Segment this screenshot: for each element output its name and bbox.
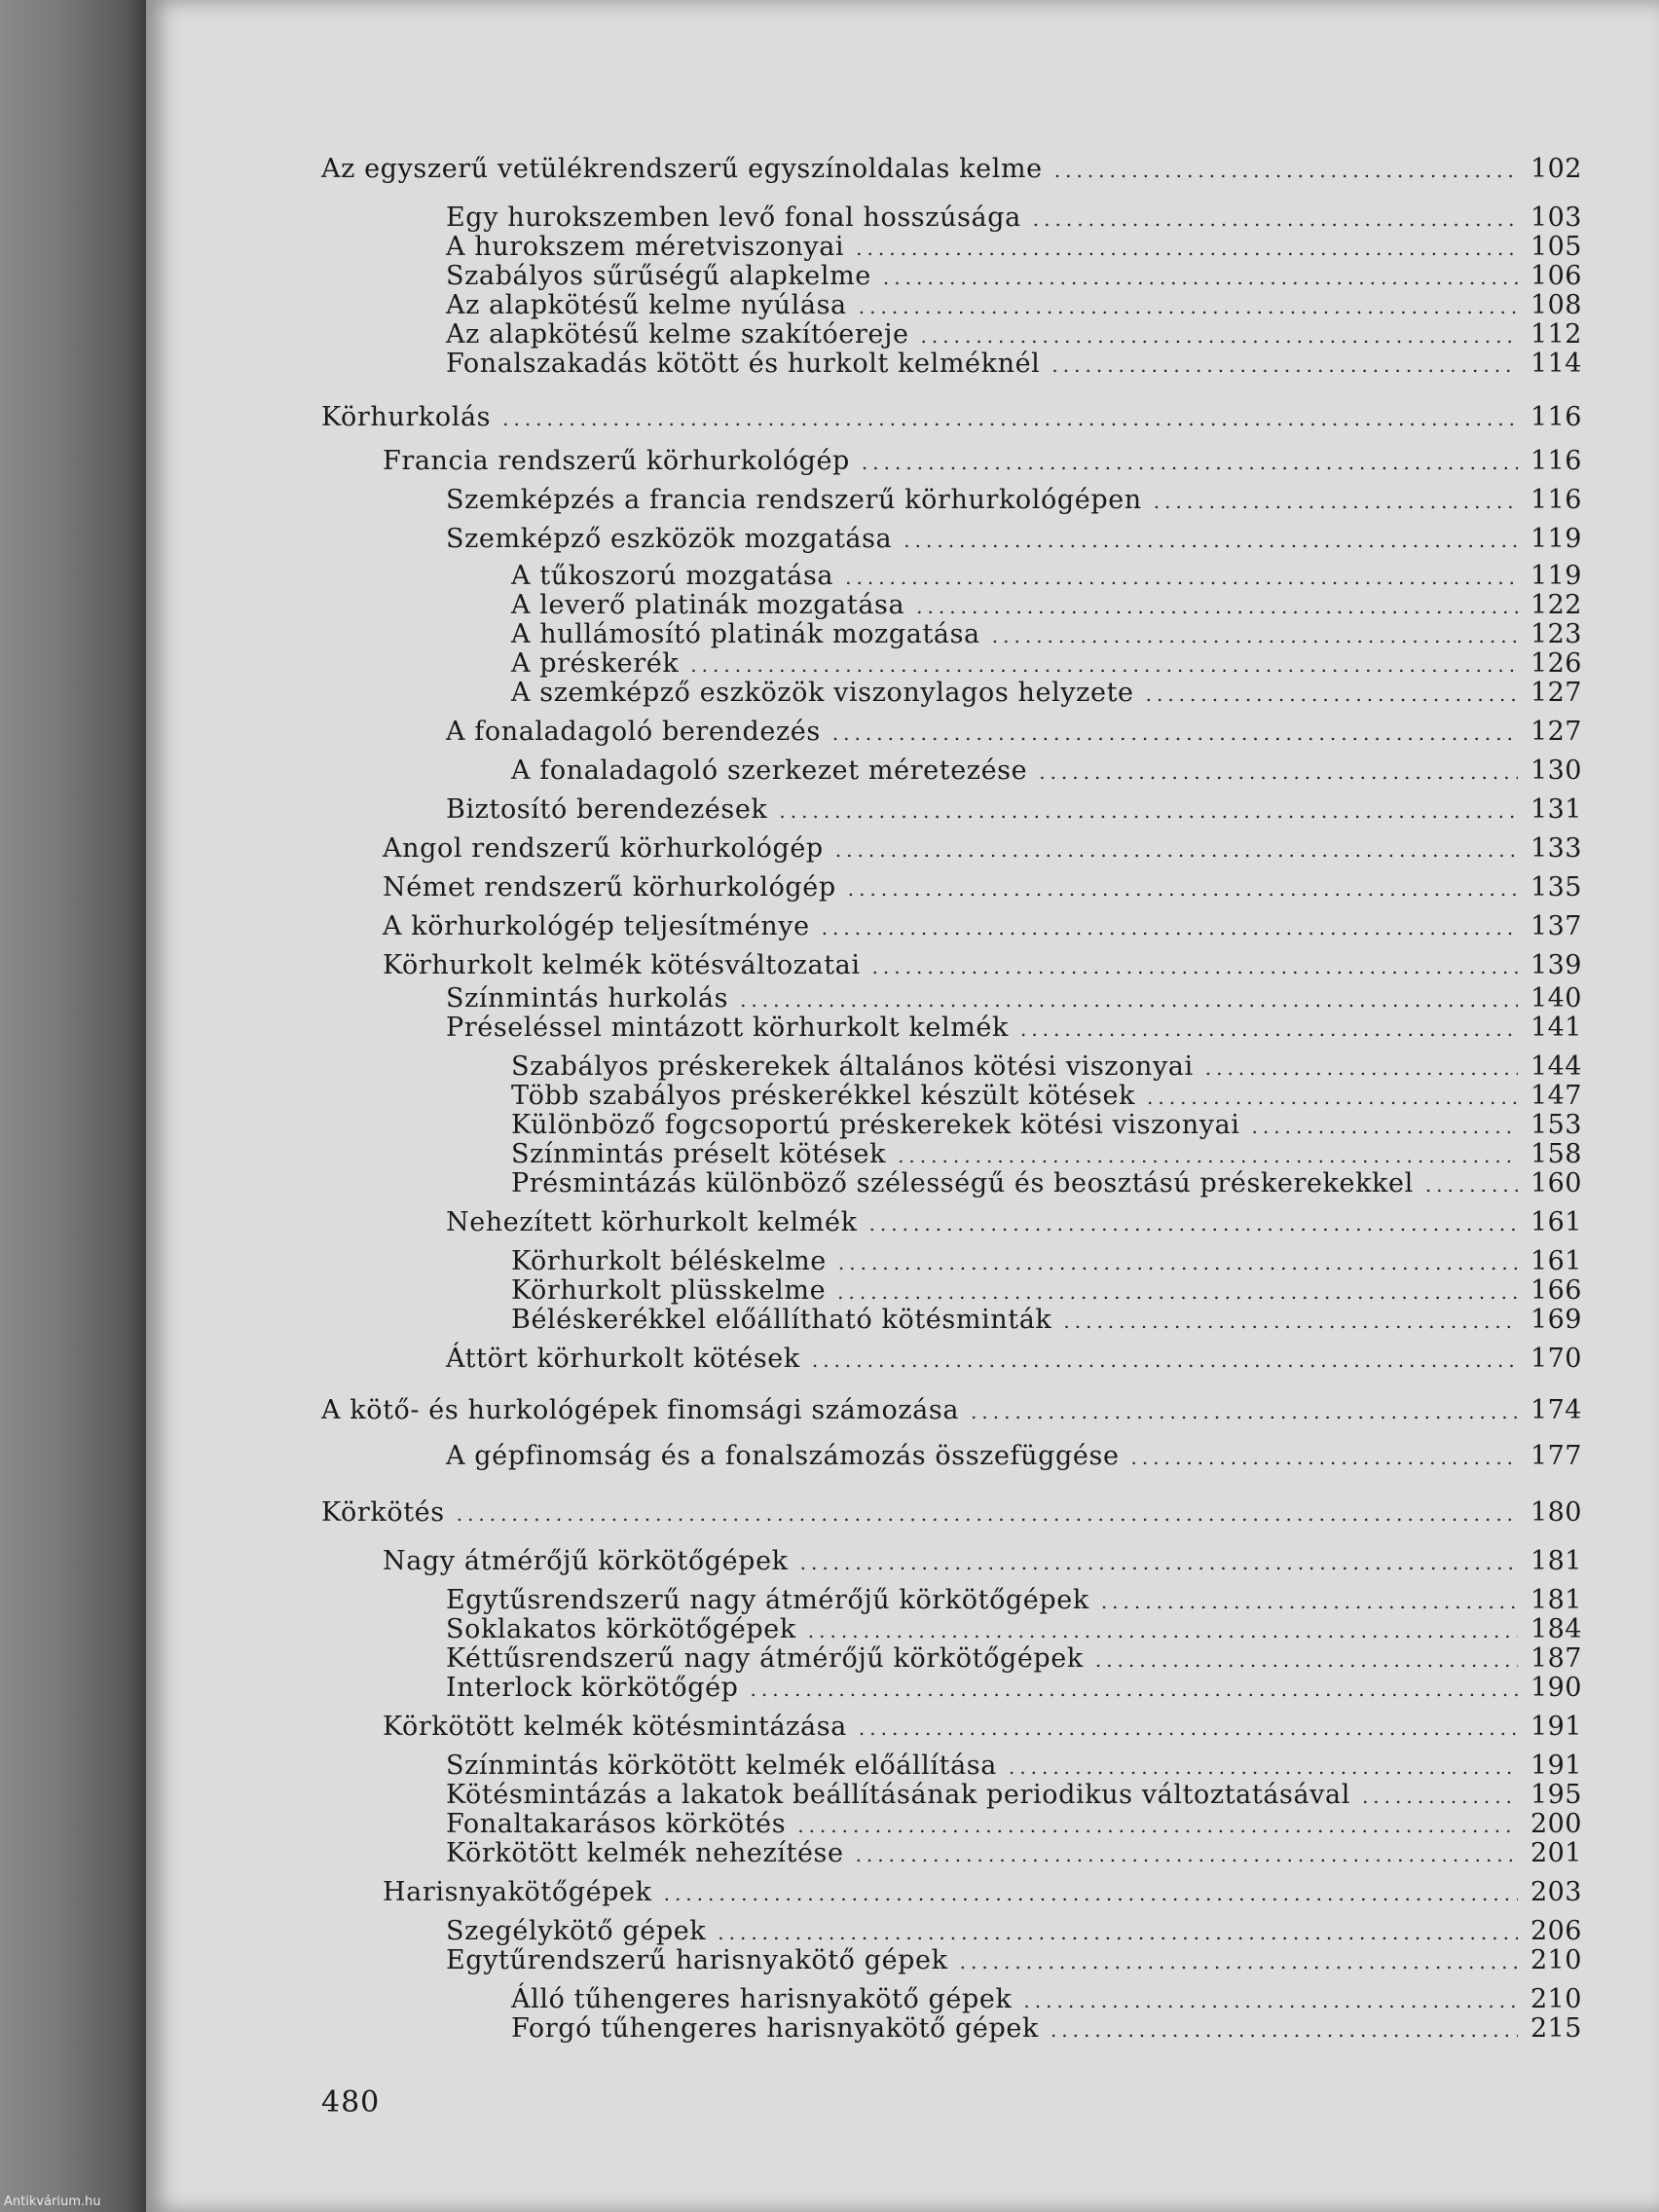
toc-entry-title: Egy hurokszemben levő fonal hosszúsága	[446, 203, 1021, 233]
toc-entry-page: 161	[1530, 1246, 1582, 1276]
toc-entry-page: 135	[1530, 872, 1582, 903]
dot-leader	[664, 1884, 1518, 1903]
toc-entry	[321, 1397, 1582, 1423]
dot-leader	[1362, 1787, 1518, 1806]
dot-leader	[992, 626, 1518, 645]
toc-entry	[446, 1782, 1582, 1808]
toc-entry-title: Kéttűsrendszerű nagy átmérőjű körkötőgépek	[446, 1643, 1084, 1674]
toc-entry-page: 106	[1530, 261, 1582, 291]
toc-entry-title: A préskerék	[511, 648, 680, 679]
toc-entry-page: 141	[1530, 1013, 1582, 1043]
dot-leader	[800, 1553, 1518, 1572]
dot-leader	[1154, 492, 1518, 511]
toc-entry-page: 131	[1530, 794, 1582, 825]
dot-leader	[856, 1845, 1518, 1864]
dot-leader	[779, 801, 1518, 821]
toc-entry-title: Körhurkolt kelmék kötésváltozatai	[383, 950, 861, 980]
toc-entry-page: 116	[1530, 402, 1582, 432]
dot-leader	[1020, 1019, 1518, 1039]
toc-entry	[446, 1346, 1582, 1372]
page-number: 480	[321, 2085, 381, 2120]
toc-entry-page: 119	[1530, 561, 1582, 591]
toc-entry-page: 187	[1530, 1643, 1582, 1674]
toc-entry-page: 127	[1530, 717, 1582, 747]
toc-entry-title: Szabályos préskerekek általános kötési viszonyai	[511, 1051, 1194, 1082]
toc-entry	[446, 526, 1582, 552]
toc-entry-title: A tűkoszorú mozgatása	[511, 561, 834, 591]
dot-leader	[812, 1350, 1518, 1370]
toc-entry-title: A kötő- és hurkológépek finomsági számozása	[321, 1395, 960, 1425]
toc-entry	[383, 1879, 1582, 1905]
toc-entry	[446, 487, 1582, 513]
toc-entry	[446, 985, 1582, 1012]
toc-entry-page: 177	[1530, 1441, 1582, 1471]
toc-entry-page: 184	[1530, 1614, 1582, 1644]
dot-leader	[960, 1952, 1518, 1972]
dot-leader	[718, 1923, 1518, 1942]
toc-entry	[511, 2015, 1582, 2042]
toc-entry-page: 116	[1530, 446, 1582, 476]
toc-entry	[446, 204, 1582, 231]
dot-leader	[856, 239, 1518, 258]
dot-leader	[898, 1146, 1518, 1165]
dot-leader	[859, 297, 1518, 316]
dot-leader	[1205, 1058, 1518, 1078]
toc-entry	[511, 1112, 1582, 1138]
toc-entry-title: Interlock körkötőgép	[446, 1673, 739, 1703]
toc-entry	[446, 1587, 1582, 1613]
toc-entry-title: Soklakatos körkötőgépek	[446, 1614, 796, 1644]
toc-entry	[446, 1209, 1582, 1235]
toc-entry	[511, 1277, 1582, 1304]
toc-entry-title: A fonaladagoló berendezés	[446, 717, 821, 747]
dot-leader	[751, 1679, 1518, 1699]
toc-entry	[511, 1248, 1582, 1274]
toc-entry-title: A hullámosító platinák mozgatása	[511, 619, 980, 649]
toc-entry	[511, 680, 1582, 706]
toc-entry-title: Nagy átmérőjű körkötőgépek	[383, 1546, 789, 1576]
dot-leader	[1051, 2020, 1518, 2040]
toc-entry-page: 153	[1530, 1110, 1582, 1140]
toc-entry-title: Különböző fogcsoportú préskerekek kötési viszonyai	[511, 1110, 1240, 1140]
dot-leader	[797, 1816, 1518, 1835]
toc-entry-page: 169	[1530, 1305, 1582, 1335]
toc-entry-page: 140	[1530, 983, 1582, 1014]
toc-entry-title: A gépfinomság és a fonalszámozás összefüggése	[446, 1441, 1120, 1471]
toc-entry-title: Az alapkötésű kelme nyúlása	[446, 290, 847, 320]
toc-entry-title: A szemképző eszközök viszonylagos helyzete	[511, 678, 1134, 708]
toc-entry	[511, 1141, 1582, 1167]
toc-entry-page: 139	[1530, 950, 1582, 980]
toc-entry	[511, 650, 1582, 677]
toc-entry	[511, 1307, 1582, 1333]
toc-entry-page: 201	[1530, 1838, 1582, 1868]
toc-entry	[321, 404, 1582, 430]
toc-entry-title: Több szabályos préskerékkel készült kötések	[511, 1081, 1135, 1111]
dot-leader	[1146, 684, 1518, 704]
toc-entry-page: 210	[1530, 1984, 1582, 2014]
toc-entry	[446, 1616, 1582, 1642]
toc-entry-title: Színmintás préselt kötések	[511, 1139, 887, 1169]
toc-entry-title: Szegélykötő gépek	[446, 1916, 707, 1946]
toc-entry-page: 203	[1530, 1877, 1582, 1907]
toc-entry-page: 127	[1530, 678, 1582, 708]
toc-entry	[383, 874, 1582, 901]
dot-leader	[690, 655, 1518, 675]
toc-entry-page: 126	[1530, 648, 1582, 679]
dot-leader	[862, 453, 1518, 472]
dot-leader	[1039, 762, 1518, 782]
dot-leader	[1131, 1448, 1518, 1467]
toc-entry-title: Szemképző eszközök mozgatása	[446, 524, 893, 554]
dot-leader	[869, 1214, 1518, 1234]
dot-leader	[845, 568, 1518, 587]
toc-entry-title: Az alapkötésű kelme szakítóereje	[446, 319, 909, 350]
toc-entry-page: 123	[1530, 619, 1582, 649]
toc-entry-title: Álló tűhengeres harisnyakötő gépek	[511, 1984, 1013, 2014]
dot-leader	[1095, 1650, 1518, 1670]
toc-entry-title: Nehezített körhurkolt kelmék	[446, 1207, 858, 1237]
dot-leader	[502, 409, 1518, 428]
toc-entry-page: 112	[1530, 319, 1582, 350]
toc-entry	[511, 1083, 1582, 1109]
toc-entry-title: Körkötött kelmék nehezítése	[446, 1838, 844, 1868]
toc-entry-page: 160	[1530, 1168, 1582, 1198]
toc-entry	[446, 796, 1582, 823]
toc-entry-title: Körhurkolás	[321, 402, 492, 432]
toc-entry-page: 195	[1530, 1780, 1582, 1810]
toc-entry-page: 147	[1530, 1081, 1582, 1111]
toc-entry-page: 103	[1530, 203, 1582, 233]
dot-leader	[808, 1621, 1518, 1641]
dot-leader	[883, 268, 1518, 287]
toc-entry-page: 102	[1530, 154, 1582, 184]
toc-entry-title: Harisnyakötőgépek	[383, 1877, 652, 1907]
toc-entry-page: 174	[1530, 1395, 1582, 1425]
toc-entry	[446, 1947, 1582, 1973]
dot-leader	[1425, 1175, 1518, 1195]
toc-entry-title: Színmintás körkötött kelmék előállítása	[446, 1751, 997, 1781]
toc-entry-page: 108	[1530, 290, 1582, 320]
toc-entry-title: Béléskerékkel előállítható kötésminták	[511, 1305, 1052, 1335]
toc-entry-title: Az egyszerű vetülékrendszerű egyszínoldalas kelme	[321, 154, 1043, 184]
toc-entry-page: 180	[1530, 1497, 1582, 1528]
dot-leader	[1101, 1592, 1518, 1611]
dot-leader	[1063, 1311, 1518, 1331]
toc-entry-page: 158	[1530, 1139, 1582, 1169]
toc-entry-page: 114	[1530, 349, 1582, 379]
toc-entry-title: Biztosító berendezések	[446, 794, 768, 825]
dot-leader	[832, 723, 1518, 743]
toc-entry-page: 133	[1530, 833, 1582, 864]
toc-entry-page: 191	[1530, 1712, 1582, 1742]
toc-entry	[446, 1645, 1582, 1672]
toc-entry	[446, 1675, 1582, 1701]
toc-entry	[511, 1170, 1582, 1197]
toc-entry-title: A fonaladagoló szerkezet méretezése	[511, 756, 1028, 786]
toc-entry	[446, 1840, 1582, 1866]
dot-leader	[835, 840, 1518, 860]
toc-entry-page: 119	[1530, 524, 1582, 554]
toc-entry-title: Szabályos sűrűségű alapkelme	[446, 261, 871, 291]
toc-entry-page: 206	[1530, 1916, 1582, 1946]
dot-leader	[457, 1504, 1518, 1524]
dot-leader	[848, 879, 1518, 899]
toc-entry	[511, 757, 1582, 784]
toc-entry-page: 170	[1530, 1344, 1582, 1374]
toc-entry	[511, 621, 1582, 647]
toc-entry-page: 190	[1530, 1673, 1582, 1703]
toc-entry-page: 105	[1530, 232, 1582, 262]
toc-entry-page: 122	[1530, 590, 1582, 620]
toc-entry-title: A leverő platinák mozgatása	[511, 590, 905, 620]
dot-leader	[1054, 161, 1518, 180]
book-gutter-edge	[0, 0, 146, 2212]
toc-entry-title: Angol rendszerű körhurkológép	[383, 833, 824, 864]
dot-leader	[1023, 1991, 1518, 2010]
toc-entry-page: 161	[1530, 1207, 1582, 1237]
toc-entry-page: 116	[1530, 485, 1582, 515]
dot-leader	[837, 1282, 1518, 1302]
dot-leader	[1009, 1757, 1518, 1777]
toc-entry	[383, 952, 1582, 978]
toc-entry	[446, 1811, 1582, 1837]
toc-entry-title: Présmintázás különböző szélességű és beosztású préskerekekkel	[511, 1168, 1414, 1198]
toc-entry	[511, 1986, 1582, 2012]
toc-entry	[383, 913, 1582, 940]
dot-leader	[971, 1402, 1518, 1421]
toc-entry	[511, 1053, 1582, 1080]
toc-entry-page: 210	[1530, 1945, 1582, 1975]
toc-entry	[321, 1499, 1582, 1526]
dot-leader	[1252, 1117, 1518, 1136]
toc-entry-title: Kötésmintázás a lakatok beállításának periodikus változtatásával	[446, 1780, 1350, 1810]
toc-entry-title: Egytűsrendszerű nagy átmérőjű körkötőgépek	[446, 1585, 1089, 1615]
toc-entry-page: 137	[1530, 911, 1582, 941]
toc-entry-title: Körkötött kelmék kötésmintázása	[383, 1712, 847, 1742]
toc-entry	[446, 1752, 1582, 1779]
toc-entry	[446, 321, 1582, 348]
toc-entry	[383, 1548, 1582, 1574]
toc-entry	[383, 835, 1582, 862]
toc-entry	[446, 719, 1582, 745]
toc-entry-title: Német rendszerű körhurkológép	[383, 872, 836, 903]
toc-entry	[446, 1443, 1582, 1469]
toc-entry-title: Egytűrendszerű harisnyakötő gépek	[446, 1945, 948, 1975]
dot-leader	[1033, 209, 1518, 229]
toc-entry	[511, 592, 1582, 618]
dot-leader	[740, 990, 1518, 1010]
toc-entry-page: 215	[1530, 2013, 1582, 2044]
toc-entry-title: Francia rendszerű körhurkológép	[383, 446, 850, 476]
dot-leader	[1051, 355, 1518, 375]
dot-leader	[838, 1253, 1518, 1272]
toc-entry-page: 181	[1530, 1546, 1582, 1576]
toc-entry-page: 181	[1530, 1585, 1582, 1615]
toc-entry	[446, 350, 1582, 377]
toc-entry-title: Préseléssel mintázott körhurkolt kelmék	[446, 1013, 1009, 1043]
dot-leader	[859, 1718, 1518, 1738]
watermark-text: Antikvárium.hu	[4, 2194, 101, 2209]
table-of-contents	[146, 0, 1659, 2212]
toc-entry	[511, 563, 1582, 589]
toc-entry-title: A hurokszem méretviszonyai	[446, 232, 845, 262]
toc-entry	[446, 1014, 1582, 1041]
dot-leader	[1147, 1088, 1518, 1107]
dot-leader	[916, 597, 1518, 616]
toc-entry-title: Szemképzés a francia rendszerű körhurkológépen	[446, 485, 1142, 515]
dot-leader	[903, 531, 1518, 550]
toc-entry-page: 200	[1530, 1809, 1582, 1839]
dot-leader	[921, 326, 1518, 346]
book-page	[146, 0, 1659, 2212]
toc-entry-page: 166	[1530, 1275, 1582, 1306]
toc-entry-title: Körhurkolt plüsskelme	[511, 1275, 827, 1306]
toc-entry-title: Áttört körhurkolt kötések	[446, 1344, 800, 1374]
dot-leader	[872, 957, 1518, 977]
toc-entry-page: 191	[1530, 1751, 1582, 1781]
toc-entry-title: Forgó tűhengeres harisnyakötő gépek	[511, 2013, 1039, 2044]
toc-entry	[446, 263, 1582, 289]
toc-entry-title: Színmintás hurkolás	[446, 983, 729, 1014]
toc-entry	[446, 234, 1582, 260]
toc-entry	[383, 1714, 1582, 1740]
toc-entry-page: 144	[1530, 1051, 1582, 1082]
toc-entry	[321, 156, 1582, 182]
toc-entry-title: Körkötés	[321, 1497, 445, 1528]
toc-entry	[446, 292, 1582, 318]
toc-entry-title: Fonalszakadás kötött és hurkolt kelméknél	[446, 349, 1041, 379]
toc-entry	[446, 1918, 1582, 1944]
toc-entry-title: A körhurkológép teljesítménye	[383, 911, 810, 941]
toc-entry	[383, 448, 1582, 474]
dot-leader	[822, 918, 1518, 938]
toc-entry-title: Fonaltakarásos körkötés	[446, 1809, 787, 1839]
toc-entry-page: 130	[1530, 756, 1582, 786]
toc-entry-title: Körhurkolt béléskelme	[511, 1246, 827, 1276]
